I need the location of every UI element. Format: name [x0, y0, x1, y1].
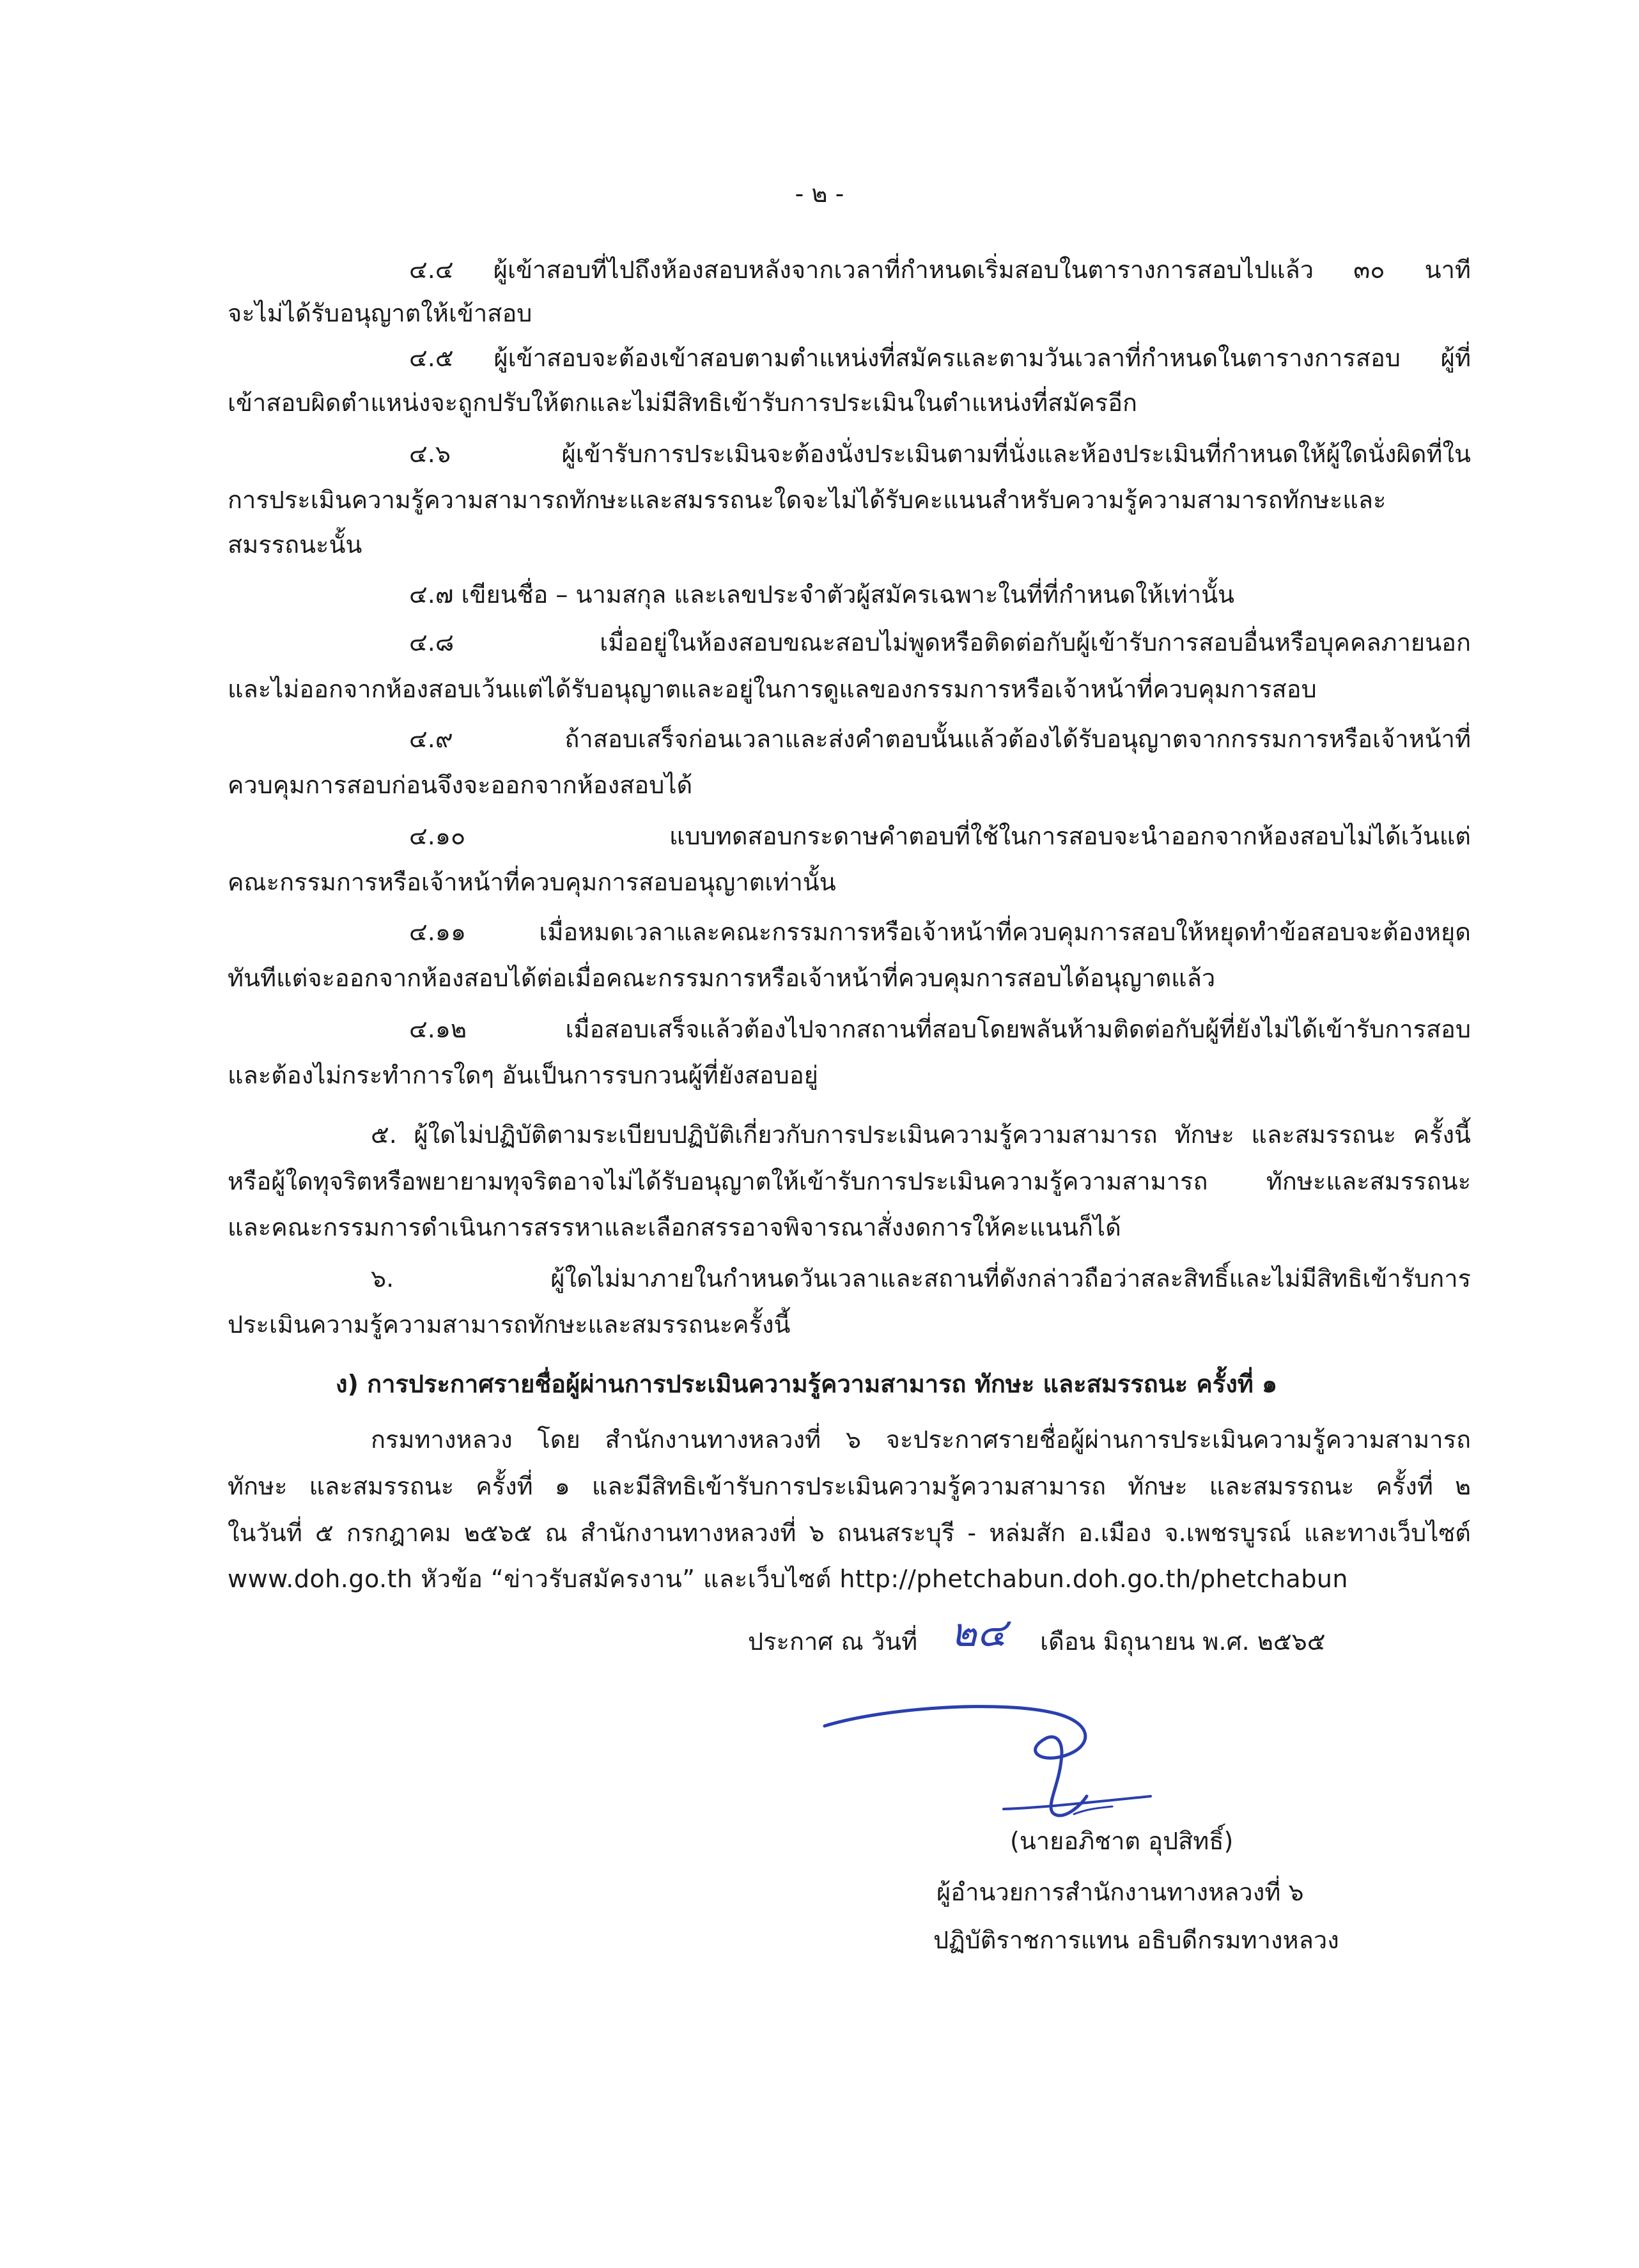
- announcement-line-1: กรมทางหลวง โดย สำนักงานทางหลวงที่ ๖ จะประกาศรายชื่อผู้ผ่านการประเมินความรู้ความสามารถ: [371, 1425, 1471, 1454]
- clause-5-line-3: และคณะกรรมการดำเนินการสรรหาและเลือกสรรอาจพิจารณาสั่งงดการให้คะแนนก็ได้: [228, 1213, 1121, 1241]
- rule-4-7-line-1: ๔.๗ เขียนชื่อ – นามสกุล และเลขประจำตัวผู้สมัครเฉพาะในที่ที่กำหนดให้เท่านั้น: [409, 580, 1235, 609]
- rule-4-12-line-2: และต้องไม่กระทำการใดๆ อันเป็นการรบกวนผู้ที่ยังสอบอยู่: [228, 1061, 818, 1089]
- clause-6-line-2: ประเมินความรู้ความสามารถทักษะและสมรรถนะครั้งนี้: [228, 1310, 791, 1339]
- rule-4-6-line-1: ๔.๖ ผู้เข้ารับการประเมินจะต้องนั่งประเมินตามที่นั่งและห้องประเมินที่กำหนดให้ผู้ใดนั่งผิดที่ใน: [409, 440, 1471, 468]
- rule-4-4-line-2: จะไม่ได้รับอนุญาตให้เข้าสอบ: [228, 299, 532, 327]
- rule-4-8-line-1: ๔.๘ เมื่ออยู่ในห้องสอบขณะสอบไม่พูดหรือติดต่อกับผู้เข้ารับการสอบอื่นหรือบุคคลภายนอก: [409, 628, 1471, 656]
- rule-4-9-line-2: ควบคุมการสอบก่อนจึงจะออกจากห้องสอบได้: [228, 771, 693, 799]
- signatory-name: (นายอภิชาต อุปสิทธิ์): [1010, 1827, 1234, 1855]
- clause-5-line-2: หรือผู้ใดทุจริตหรือพยายามทุจริตอาจไม่ได้รับอนุญาตให้เข้ารับการประเมินความรู้ความสามารถ ทักษะและสมรรถนะ: [228, 1167, 1471, 1195]
- rule-4-9-line-1: ๔.๙ ถ้าสอบเสร็จก่อนเวลาและส่งคำตอบนั้นแล้วต้องได้รับอนุญาตจากกรรมการหรือเจ้าหน้าที่: [409, 725, 1471, 753]
- announcement-line-4: www.doh.go.th หัวข้อ “ข่าวรับสมัครงาน” และเว็บไซต์ http://phetchabun.doh.go.th/phetchabun: [228, 1565, 1349, 1593]
- handwritten-day: ๒๔: [951, 1609, 1007, 1656]
- rule-4-6-line-2: การประเมินความรู้ความสามารถทักษะและสมรรถนะใดจะไม่ได้รับคะแนนสำหรับความรู้ความสามารถทักษะและ: [228, 486, 1387, 514]
- page-number: - ๒ -: [795, 180, 844, 208]
- rule-4-5-line-1: ๔.๕ ผู้เข้าสอบจะต้องเข้าสอบตามตำแหน่งที่สมัครและตามวันเวลาที่กำหนดในตารางการสอบ ผู้ที่: [409, 344, 1471, 372]
- clause-6-line-1: ๖. ผู้ใดไม่มาภายในกำหนดวันเวลาและสถานที่ดังกล่าวถือว่าสละสิทธิ์และไม่มีสิทธิเข้ารับการ: [371, 1264, 1471, 1293]
- rule-4-11-line-1: ๔.๑๑ เมื่อหมดเวลาและคณะกรรมการหรือเจ้าหน้าที่ควบคุมการสอบให้หยุดทำข้อสอบจะต้องหยุด: [409, 918, 1471, 946]
- rule-4-6-line-3: สมรรถนะนั้น: [228, 531, 362, 559]
- date-prefix: ประกาศ ณ วันที่: [748, 1627, 918, 1656]
- announcement-line-3: ในวันที่ ๕ กรกฎาคม ๒๕๖๕ ณ สำนักงานทางหลวงที่ ๖ ถนนสระบุรี - หล่มสัก อ.เมือง จ.เพชรบูรณ์ และทางเว็บไซต์: [228, 1519, 1471, 1547]
- signatory-position: ผู้อำนวยการสำนักงานทางหลวงที่ ๖: [936, 1878, 1304, 1906]
- rule-4-10-line-2: คณะกรรมการหรือเจ้าหน้าที่ควบคุมการสอบอนุญาตเท่านั้น: [228, 868, 836, 896]
- date-suffix: เดือน มิถุนายน พ.ศ. ๒๕๖๕: [1040, 1627, 1326, 1656]
- rule-4-10-line-1: ๔.๑๐ แบบทดสอบกระดาษคำตอบที่ใช้ในการสอบจะนำออกจากห้องสอบไม่ได้เว้นแต่: [409, 822, 1471, 850]
- signatory-acting: ปฏิบัติราชการแทน อธิบดีกรมทางหลวง: [933, 1926, 1339, 1954]
- rule-4-11-line-2: ทันทีแต่จะออกจากห้องสอบได้ต่อเมื่อคณะกรรมการหรือเจ้าหน้าที่ควบคุมการสอบได้อนุญาตแล้ว: [228, 964, 1216, 992]
- announcement-date: [748, 1609, 1387, 1661]
- announcement-line-2: ทักษะ และสมรรถนะ ครั้งที่ ๑ และมีสิทธิเข้ารับการประเมินความรู้ความสามารถ ทักษะ และสมรรถนะ ครั้งที่ ๒: [228, 1472, 1471, 1500]
- rule-4-8-line-2: และไม่ออกจากห้องสอบเว้นแต่ได้รับอนุญาตและอยู่ในการดูแลของกรรมการหรือเจ้าหน้าที่ควบคุมการสอบ: [228, 675, 1317, 703]
- rule-4-12-line-1: ๔.๑๒ เมื่อสอบเสร็จแล้วต้องไปจากสถานที่สอบโดยพลันห้ามติดต่อกับผู้ที่ยังไม่ได้เข้ารับการสอบ: [409, 1015, 1471, 1043]
- clause-5-line-1: ๕. ผู้ใดไม่ปฏิบัติตามระเบียบปฏิบัติเกี่ยวกับการประเมินความรู้ความสามารถ ทักษะ และสมรรถนะ ครั้งนี้: [371, 1121, 1471, 1149]
- handwritten-signature: [812, 1700, 1170, 1835]
- rule-4-5-line-2: เข้าสอบผิดตำแหน่งจะถูกปรับให้ตกและไม่มีสิทธิเข้ารับการประเมินในตำแหน่งที่สมัครอีก: [228, 389, 1138, 417]
- rule-4-4-line-1: ๔.๔ ผู้เข้าสอบที่ไปถึงห้องสอบหลังจากเวลาที่กำหนดเริ่มสอบในตารางการสอบไปแล้ว ๓๐ นาที: [409, 256, 1471, 284]
- section-heading: ง) การประกาศรายชื่อผู้ผ่านการประเมินความรู้ความสามารถ ทักษะ และสมรรถนะ ครั้งที่ ๑: [336, 1370, 1278, 1398]
